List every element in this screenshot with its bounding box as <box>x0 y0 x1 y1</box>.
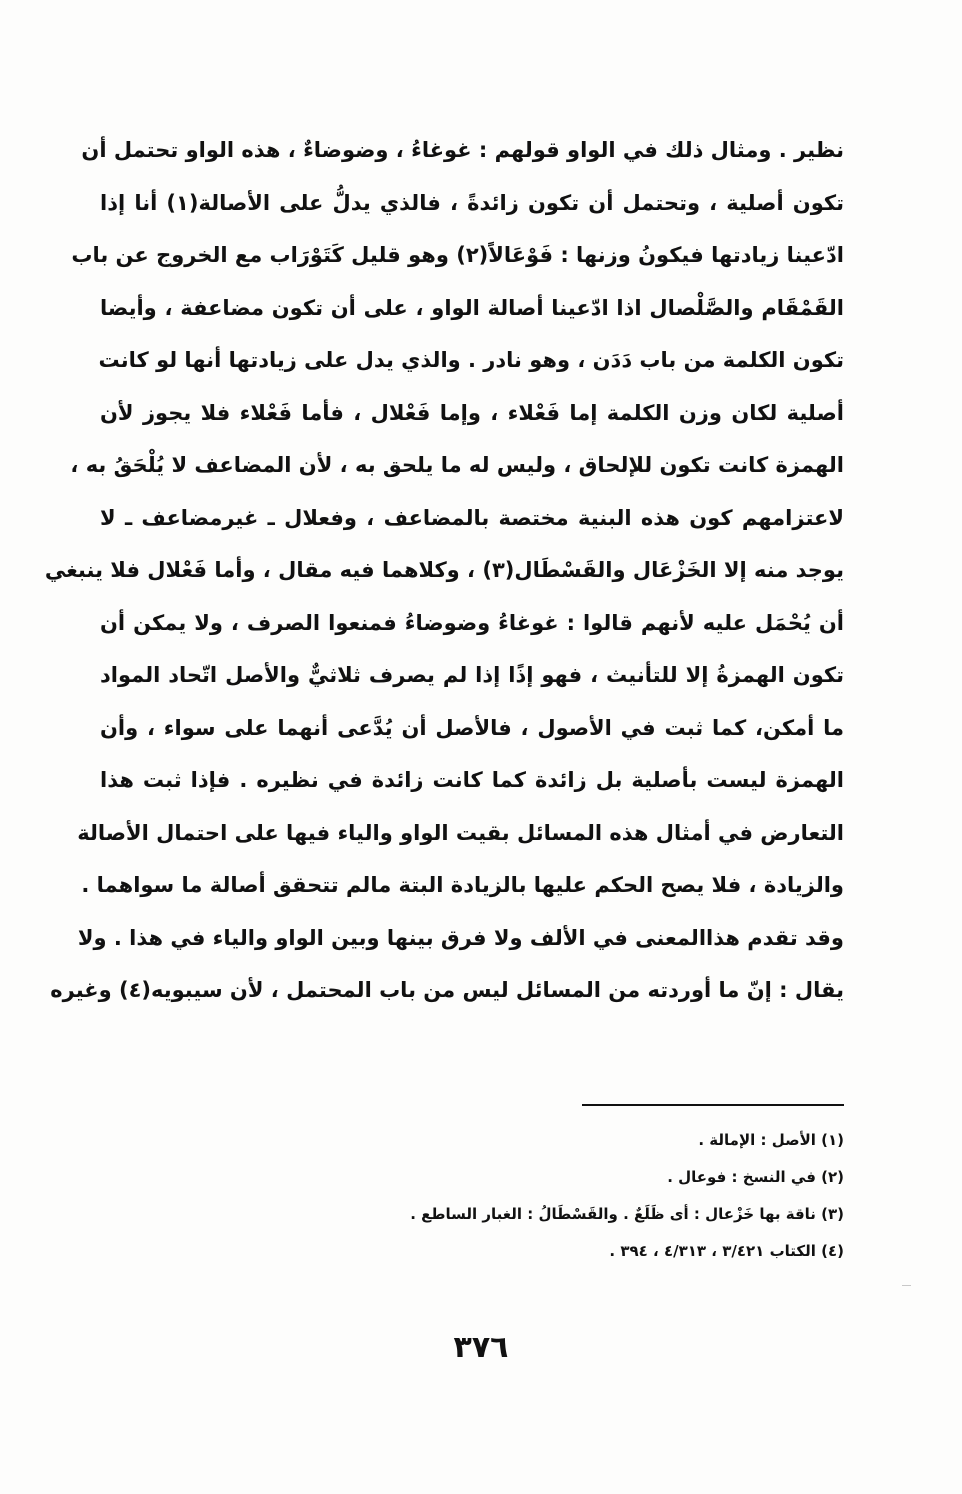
footnote-1: (١) الأصل : الإمالة . <box>698 1131 844 1149</box>
body-line-15: والزيادة ، فلا يصح الحكم عليها بالزيادة البتة مالم تتحقق أصالة ما سواهما . <box>81 873 844 897</box>
body-line-2: تكون أصلية ، وتحتمل أن تكون زائدةً ، فالذي يدلُّ على الأصالة(١) أنا إذا <box>100 190 844 215</box>
body-line-8: لاعتزامهم كون هذه البنية مختصة بالمضاعف ، وفعلال ـ غيرمضاعف ـ لا <box>100 505 844 530</box>
body-line-10: أن يُحْمَل عليه لأنهم قالوا : غوغاءُ وضوضاءُ فمنعوا الصرف ، ولا يمكن أن <box>100 610 844 635</box>
body-line-7: الهمزة كانت تكون للإلحاق ، وليس له ما يلحق به ، لأن المضاعف لا يُلْحَقُ به ، <box>70 453 844 477</box>
body-line-14: التعارض في أمثال هذه المسائل بقيت الواو والياء فيها على احتمال الأصالة <box>77 820 844 845</box>
body-line-3: ادّعينا زيادتها فيكونُ وزنها : فَوْعَالاً(٢) وهو قليل كَتَوْرَاب مع الخروج عن باب <box>71 243 844 267</box>
body-line-6: أصلية لكان وزن الكلمة إما فَعْلاء ، وإما فَعْلال ، فأما فَعْلاء فلا يجوز لأن <box>100 400 844 425</box>
footnotes <box>300 1122 844 1270</box>
scan-mark <box>902 1285 911 1286</box>
body-line-17: يقال : إنّ ما أوردته من المسائل ليس من باب المحتمل ، لأن سيبويه(٤) وغيره <box>50 978 844 1002</box>
body-line-5: تكون الكلمة من باب دَدَن ، وهو نادر . والذي يدل على زيادتها أنها لو كانت <box>98 348 844 372</box>
body-line-12: ما أمكن، كما ثبت في الأصول ، فالأصل أن يُدَّعى أنهما على سواء ، وأن <box>100 715 844 740</box>
page-number: ٣٧٦ <box>453 1330 509 1365</box>
body-line-1: نظير . ومثال ذلك في الواو قولهم : غوغاءُ ، وضوضاءٌ ، هذه الواو تحتمل أن <box>81 138 844 162</box>
footnote-3: (٣) ناقة بها خَزْعال : أى ظَلَعٌ . والقَسْطَالُ : الغبار الساطع . <box>410 1205 844 1223</box>
body-line-13: الهمزة ليست بأصلية بل زائدة كما كانت زائدة في نظيره . فإذا ثبت هذا <box>100 768 844 792</box>
footnote-2: (٢) في النسخ : فوعال . <box>667 1168 844 1186</box>
body-line-9: يوجد منه إلا الخَزْعَال والقَسْطَال(٣) ، وكلاهما فيه مقال ، وأما فَعْلال فلا ينبغي <box>44 558 844 582</box>
footnote-4: (٤) الكتاب ٣/٤٢١ ، ٤/٣١٣ ، ٣٩٤ . <box>609 1242 844 1260</box>
body-text <box>44 124 844 1017</box>
body-line-16: وقد تقدم هذاالمعنى في الألف ولا فرق بينها وبين الواو والياء في هذا . ولا <box>77 925 844 950</box>
body-line-4: القَمْقَام والصَّلْصال اذا ادّعينا أصالة الواو ، على أن تكون مضاعفة ، وأيضا <box>100 295 844 320</box>
body-line-11: تكون الهمزةُ إلا للتأنيث ، فهو إذًا إذا لم يصرف ثلاثيٌّ والأصل اتّحاد المواد <box>100 663 844 687</box>
footnote-divider <box>582 1104 844 1106</box>
